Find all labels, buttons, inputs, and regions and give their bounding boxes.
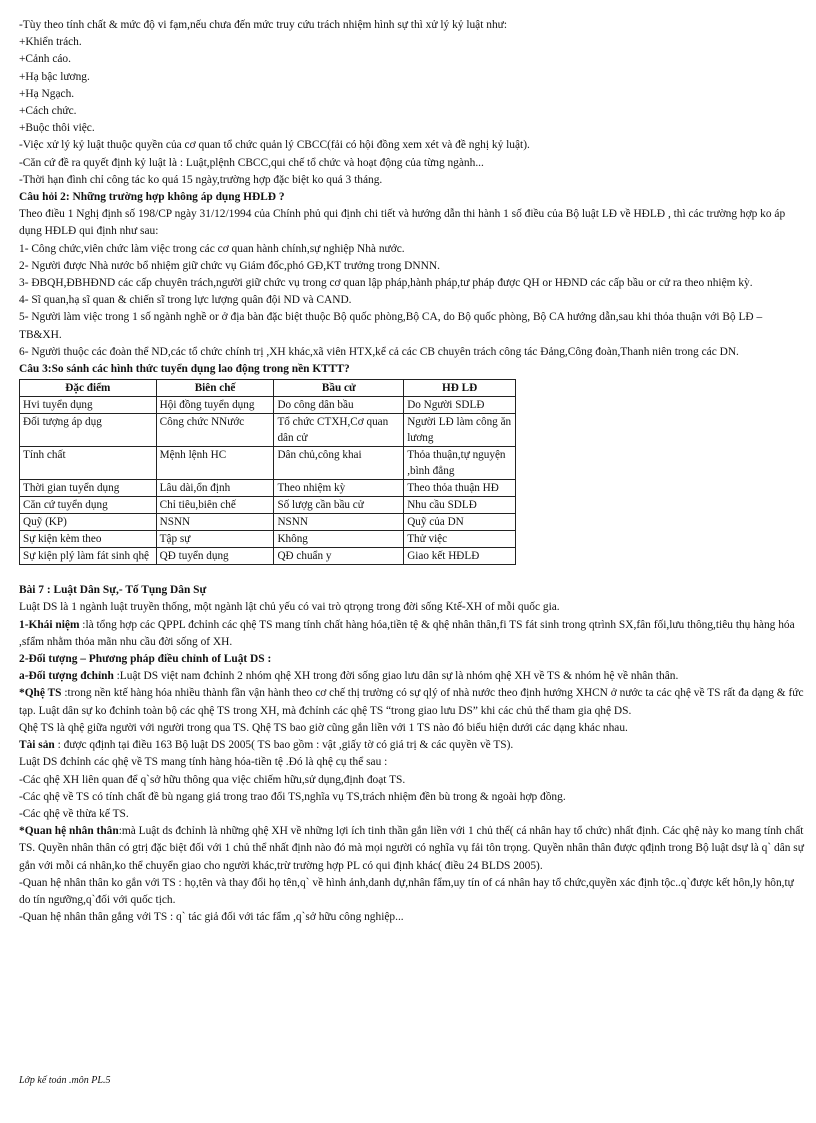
table-cell: Theo nhiệm kỳ: [274, 480, 404, 497]
question-2-paragraph: Theo điều 1 Nghị định số 198/CP ngày 31/12/1994 của Chính phủ qui định chi tiết và hướng dẫn thi hành 1 số điều của Bộ luật LĐ về HĐLĐ , thì các trường hợp ko áp dụng HĐLĐ qui định như sau:: [19, 208, 786, 238]
document-page: [19, 17, 805, 926]
intro-line: +Buộc thôi việc.: [19, 122, 95, 135]
lesson-7-heading: Bài 7 : Luật Dân Sự,- Tố Tụng Dân Sự: [19, 584, 207, 597]
table-cell: Tính chất: [20, 447, 157, 480]
section-spacer: [19, 565, 805, 582]
question-2-item: 1- Công chức,viên chức làm việc trong các cơ quan hành chính,sự nghiệp Nhà nước.: [19, 242, 405, 255]
table-cell: Không: [274, 531, 404, 548]
page-footer: Lớp kế toán .môn PL.5: [19, 1075, 111, 1086]
table-cell: Nhu cầu SDLĐ: [404, 497, 516, 514]
question-2-item: 6- Người thuộc các đoàn thể ND,các tổ chức chính trị ,XH khác,xã viên HTX,kể cả các CB chuyên trách công tác Đảng,Công đoàn,Thanh niên trong các DN.: [19, 345, 739, 358]
property-relation-text: :trong nền ktế hàng hóa nhiều thành fần vận hành theo cơ chế thị trường có sự qlý of nhà nước theo định hướng XHCN ở nước ta các qhệ về TS rất đa dạng & fức tạp. Luật dân sự ko đchỉnh toàn bộ các qhệ TS trong XH, mà đchỉnh các qhệ TS “trong giao lưu DS” khi các chủ thể tham gia qhệ DS.: [19, 687, 804, 717]
question-2-heading: Câu hỏi 2: Những trường hợp không áp dụng HĐLĐ ?: [19, 191, 285, 204]
column-header: Bầu cử: [274, 380, 404, 397]
table-cell: NSNN: [274, 514, 404, 531]
lesson-7-line: -Các qhệ về thừa kế TS.: [19, 807, 129, 820]
table-row: [20, 414, 516, 447]
lesson-7-paragraph: Luật DS là 1 ngành luật truyền thống, một ngành lật chủ yếu có vai trò qtrọng trong đời sống Ktế-XH of mỗi quốc gia.: [19, 601, 560, 614]
table-cell: QĐ tuyển dụng: [156, 548, 274, 565]
table-cell: Thỏa thuận,tự nguyện ,bình đẳng: [404, 447, 516, 480]
table-row: [20, 397, 516, 414]
intro-line: -Căn cứ đề ra quyết định kỷ luật là : Luật,plệnh CBCC,qui chế tổ chức và hoạt động của từng ngành...: [19, 156, 484, 169]
definition-text: :là tổng hợp các QPPL đchỉnh các qhệ TS mang tính chất hàng hóa,tiền tệ & qhệ nhân thân,fi TS fát sinh trong qtrình SX,fân fối,lưu thông,tiêu thụ hàng hóa ,sfẩm nhằm thỏa mãn nhu cầu đời sống of XH.: [19, 618, 795, 648]
intro-line: +Hạ Ngạch.: [19, 87, 75, 100]
definition-label: 1-Khái niệm: [19, 618, 80, 631]
personal-relation-label: *Quan hệ nhân thân: [19, 825, 119, 838]
column-header: HĐ LĐ: [404, 380, 516, 397]
lesson-7-line: Luật DS đchỉnh các qhệ về TS mang tính hàng hóa-tiền tệ .Đó là qhệ cụ thể sau :: [19, 756, 388, 769]
table-row: [20, 514, 516, 531]
intro-line: +Khiển trách.: [19, 36, 82, 49]
object-text: :Luật DS việt nam đchỉnh 2 nhóm qhệ XH trong đời sống giao lưu dân sự là nhóm qhệ XH về TS & nhóm hệ về nhân thân.: [113, 670, 679, 683]
table-cell: Tổ chức CTXH,Cơ quan dân cử: [274, 414, 404, 447]
object-paragraph: [19, 668, 805, 685]
question-2-item: 2- Người được Nhà nước bổ nhiệm giữ chức vụ Giám đốc,phó GĐ,KT trưởng trong DNNN.: [19, 259, 440, 272]
intro-line: -Thời hạn đình chỉ công tác ko quá 15 ngày,trường hợp đặc biệt ko quá 3 tháng.: [19, 173, 383, 186]
lesson-7-line: -Các qhệ về TS có tính chất đề bù ngang giá trong trao đổi TS,nghĩa vụ TS,trách nhiệm đền bù trong & ngoài hợp đồng.: [19, 790, 566, 803]
definition-paragraph: [19, 617, 805, 651]
table-row: [20, 480, 516, 497]
table-cell: Thử việc: [404, 531, 516, 548]
comparison-table: [19, 379, 516, 565]
question-2-item: 4- Sĩ quan,hạ sĩ quan & chiến sĩ trong lực lượng quân đội ND và CAND.: [19, 294, 352, 307]
question-2-item: 5- Người làm việc trong 1 số ngành nghề or ở địa bàn đặc biệt thuộc Bộ quốc phòng,Bộ CA, do Bộ quốc phòng, Bộ CA hướng dẫn,sau khi thỏa thuận với Bộ LĐ – TB&XH.: [19, 311, 763, 341]
question-3-section: [19, 361, 805, 565]
intro-line: +Cảnh cáo.: [19, 53, 71, 66]
table-cell: Hội đồng tuyển dụng: [156, 397, 274, 414]
table-cell: Tập sự: [156, 531, 274, 548]
question-3-heading: Câu 3:So sánh các hình thức tuyển dụng lao động trong nền KTTT?: [19, 363, 350, 376]
column-header: Đặc điểm: [20, 380, 157, 397]
table-cell: Hvi tuyển dụng: [20, 397, 157, 414]
lesson-7-line: -Quan hệ nhân thân gắng với TS : q` tác giả đối với tác fẩm ,q`sở hữu công nghiệp...: [19, 911, 404, 924]
question-2-item: 3- ĐBQH,ĐBHĐND các cấp chuyên trách,người giữ chức vụ trong cơ quan lập pháp,hành pháp,tư pháp được QH or HĐND các cấp bầu or cử ra theo nhiệm kỳ.: [19, 277, 753, 290]
question-2-section: [19, 189, 805, 361]
table-cell: NSNN: [156, 514, 274, 531]
table-cell: Chỉ tiêu,biên chế: [156, 497, 274, 514]
intro-line: -Việc xử lý kỷ luật thuộc quyền của cơ quan tổ chức quản lý CBCC(fải có hội đồng xem xét và đề nghị kỷ luật).: [19, 139, 530, 152]
table-cell: Giao kết HĐLĐ: [404, 548, 516, 565]
table-cell: Căn cứ tuyển dụng: [20, 497, 157, 514]
table-cell: Quỹ của DN: [404, 514, 516, 531]
subheading: 2-Đối tượng – Phương pháp điều chỉnh of Luật DS :: [19, 653, 272, 666]
table-cell: QĐ chuẩn y: [274, 548, 404, 565]
intro-line: -Tùy theo tính chất & mức độ vi fạm,nếu chưa đến mức truy cứu trách nhiệm hình sự thì xử lý kỷ luật như:: [19, 19, 507, 31]
object-label: a-Đối tượng đchỉnh: [19, 670, 114, 683]
table-header-row: [20, 380, 516, 397]
table-cell: Mệnh lệnh HC: [156, 447, 274, 480]
property-relation-paragraph: [19, 685, 805, 719]
property-relation-label: *Qhệ TS: [19, 687, 62, 700]
lesson-7-paragraph: Qhệ TS là qhệ giữa người với người trong qua TS. Qhệ TS bao giờ cũng gắn liền với 1 TS nào đó biểu hiện dưới các dạng khác nhau.: [19, 721, 628, 734]
personal-relation-text: :mà Luật ds đchỉnh là những qhệ XH về những lợi ích tinh thần gắn liền với 1 chủ thể( cá nhân hay tổ chức) nhất định. Các qhệ này ko mang tính chất TS. Quyền nhân thân có gtrị đặc biệt đối với 1 chủ thể nhất định nào đó mà mọi người có nghĩa vụ fải tôn trọng. Quyền nhân thân được qđịnh trong Bộ luật dsự là q` dân sự gắn với mỗi cá nhân,ko thể chuyển giao cho người khác,trừ trường hợp PL có qui định khác( điều 24 BLDS 2005).: [19, 825, 804, 872]
personal-relation-paragraph: [19, 823, 805, 875]
table-row: [20, 447, 516, 480]
table-cell: Lâu dài,ổn định: [156, 480, 274, 497]
lesson-7-line: -Quan hệ nhân thân ko gắn với TS : họ,tên và thay đổi họ tên,q` về hình ảnh,danh dự,nhân fẩm,uy tín of cá nhân hay tổ chức,quyền xác định tộc..q`được kết hôn,ly hôn,tự do tín ngưỡng,q`đối với quốc tịch.: [19, 876, 794, 906]
table-cell: Theo thỏa thuận HĐ: [404, 480, 516, 497]
table-cell: Do công dân bầu: [274, 397, 404, 414]
asset-paragraph: [19, 737, 805, 754]
table-cell: Công chức NNước: [156, 414, 274, 447]
intro-section: [19, 17, 805, 189]
table-row: [20, 548, 516, 565]
table-cell: Thời gian tuyển dụng: [20, 480, 157, 497]
asset-text: : được qđịnh tại điều 163 Bộ luật DS 2005( TS bao gồm : vật ,giấy tờ có giá trị & các quyền về TS).: [54, 739, 514, 752]
asset-label: Tài sản: [19, 739, 55, 752]
table-cell: Sự kiện plý làm fát sinh qhệ: [20, 548, 157, 565]
intro-line: +Hạ bậc lương.: [19, 70, 90, 83]
table-row: [20, 497, 516, 514]
table-cell: Do Người SDLĐ: [404, 397, 516, 414]
table-cell: Sự kiện kèm theo: [20, 531, 157, 548]
table-cell: Người LĐ làm công ăn lương: [404, 414, 516, 447]
lesson-7-section: [19, 582, 805, 926]
column-header: Biên chế: [156, 380, 274, 397]
table-cell: Đối tượng áp dụg: [20, 414, 157, 447]
table-cell: Dân chủ,công khai: [274, 447, 404, 480]
table-cell: Số lượg cần bầu cử: [274, 497, 404, 514]
intro-line: +Cách chức.: [19, 105, 77, 118]
table-cell: Quỹ (KP): [20, 514, 157, 531]
lesson-7-line: -Các qhệ XH liên quan để q`sở hữu thông qua việc chiếm hữu,sử dụng,định đoạt TS.: [19, 773, 406, 786]
table-row: [20, 531, 516, 548]
